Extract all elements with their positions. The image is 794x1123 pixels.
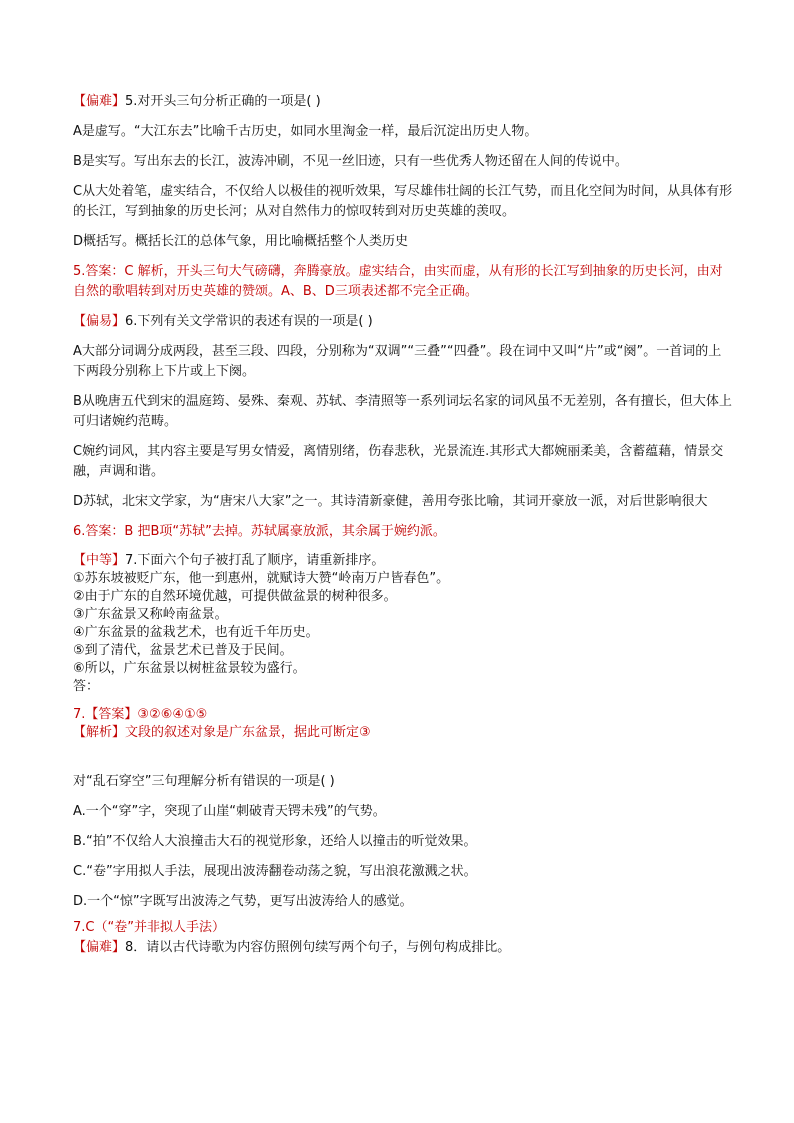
q7-analysis: 【解析】文段的叙述对象是广东盆景，据此可断定③ (73, 725, 371, 740)
q7-sentence-2: ②由于广东的自然环境优越，可提供做盆景的树种很多。 (73, 589, 397, 604)
difficulty-tag: 【偏难】 (73, 94, 126, 109)
q7-answer-prompt: 答： (73, 679, 100, 694)
q5-option-a: A是虚写。“大江东去”比喻千古历史，如同水里淘金一样，最后沉淀出历史人物。 (73, 124, 538, 139)
q6-option-d: D苏轼，北宋文学家，为“唐宋八大家”之一。其诗清新豪健，善用夸张比喻，其词开豪放一派，对后世影响很大 (73, 494, 708, 509)
document-page (73, 92, 733, 958)
q5-option-c: C从大处着笔，虚实结合，不仅给人以极佳的视听效果，写尽雄伟壮阔的长江气势，而且化空间为时间，从具体有形的长江，写到抽象的历史长河；从对自然伟力的惊叹转到对历史英雄的羡叹。 (73, 184, 733, 219)
q7-answer: 7.【答案】③②⑥④①⑤ (73, 707, 208, 722)
extra-option-d: D.一个“惊”字既写出波涛之气势，更写出波涛给人的感觉。 (73, 894, 413, 909)
q6-option-a: A大部分词调分成两段，甚至三段、四段，分别称为“双调”“三叠”“四叠”。段在词中又叫“片”或“阕”。一首词的上下两段分别称上下片或上下阕。 (73, 344, 722, 379)
extra-answer: 7.C（“卷”并非拟人手法） (73, 920, 225, 935)
q7-sentence-3: ③广东盆景又称岭南盆景。 (73, 607, 228, 622)
q5-option-b: B是实写。写出东去的长江，波涛冲刷，不见一丝旧迹，只有一些优秀人物还留在人间的传说中。 (73, 154, 628, 169)
extra-question-stem: 对“乱石穿空”三句理解分析有错误的一项是( ) (73, 774, 335, 789)
difficulty-tag: 【偏难】 (73, 940, 126, 955)
extra-option-c: C.“卷”字用拟人手法，展现出波涛翻卷动荡之貌，写出浪花激溅之状。 (73, 864, 477, 879)
extra-option-a: A.一个“穿”字，突现了山崖“刺破青天锷未残”的气势。 (73, 804, 386, 819)
q6-option-c: C婉约词风，其内容主要是写男女情爱，离情别绪，伤春悲秋，光景流连.其形式大都婉丽柔美，含蓄蕴藉，情景交融，声调和谐。 (73, 444, 724, 479)
difficulty-tag: 【偏易】 (73, 314, 126, 329)
q7-sentence-4: ④广东盆景的盆栽艺术，也有近千年历史。 (73, 625, 319, 640)
q6-option-b: B从晚唐五代到宋的温庭筠、晏殊、秦观、苏轼、李清照等一系列词坛名家的词风虽不无差别，各有擅长，但大体上可归诸婉约范畴。 (73, 394, 732, 429)
extra-option-b: B.“拍”不仅给人大浪撞击大石的视觉形象，还给人以撞击的听觉效果。 (73, 834, 477, 849)
question-7-stem: 【中等】7.下面六个句子被打乱了顺序，请重新排序。 (73, 553, 385, 568)
q7-sentence-5: ⑤到了清代，盆景艺术已普及于民间。 (73, 643, 293, 658)
difficulty-tag: 【中等】 (73, 553, 126, 568)
q7-sentence-1: ①苏东坡被贬广东，他一到惠州，就赋诗大赞“岭南万户皆春色”。 (73, 571, 450, 586)
q7-sentence-6: ⑥所以，广东盆景以树桩盆景较为盛行。 (73, 661, 306, 676)
question-6-stem: 【偏易】6.下列有关文学常识的表述有误的一项是( ) (73, 314, 373, 329)
q6-answer: 6.答案：B 把B项“苏轼”去掉。苏轼属豪放派，其余属于婉约派。 (73, 524, 446, 539)
question-8-stem: 【偏难】8．请以古代诗歌为内容仿照例句续写两个句子，与例句构成排比。 (73, 940, 511, 955)
question-5-stem: 【偏难】5.对开头三句分析正确的一项是( ) (73, 94, 321, 109)
q5-option-d: D概括写。概括长江的总体气象，用比喻概括整个人类历史 (73, 234, 409, 249)
q5-answer: 5.答案：C 解析，开头三句大气磅礴，奔腾豪放。虚实结合，由实而虚，从有形的长江写到抽象的历史长河，由对自然的歌唱转到对历史英雄的赞颂。A、B、D三项表述都不完全正确。 (73, 264, 723, 299)
